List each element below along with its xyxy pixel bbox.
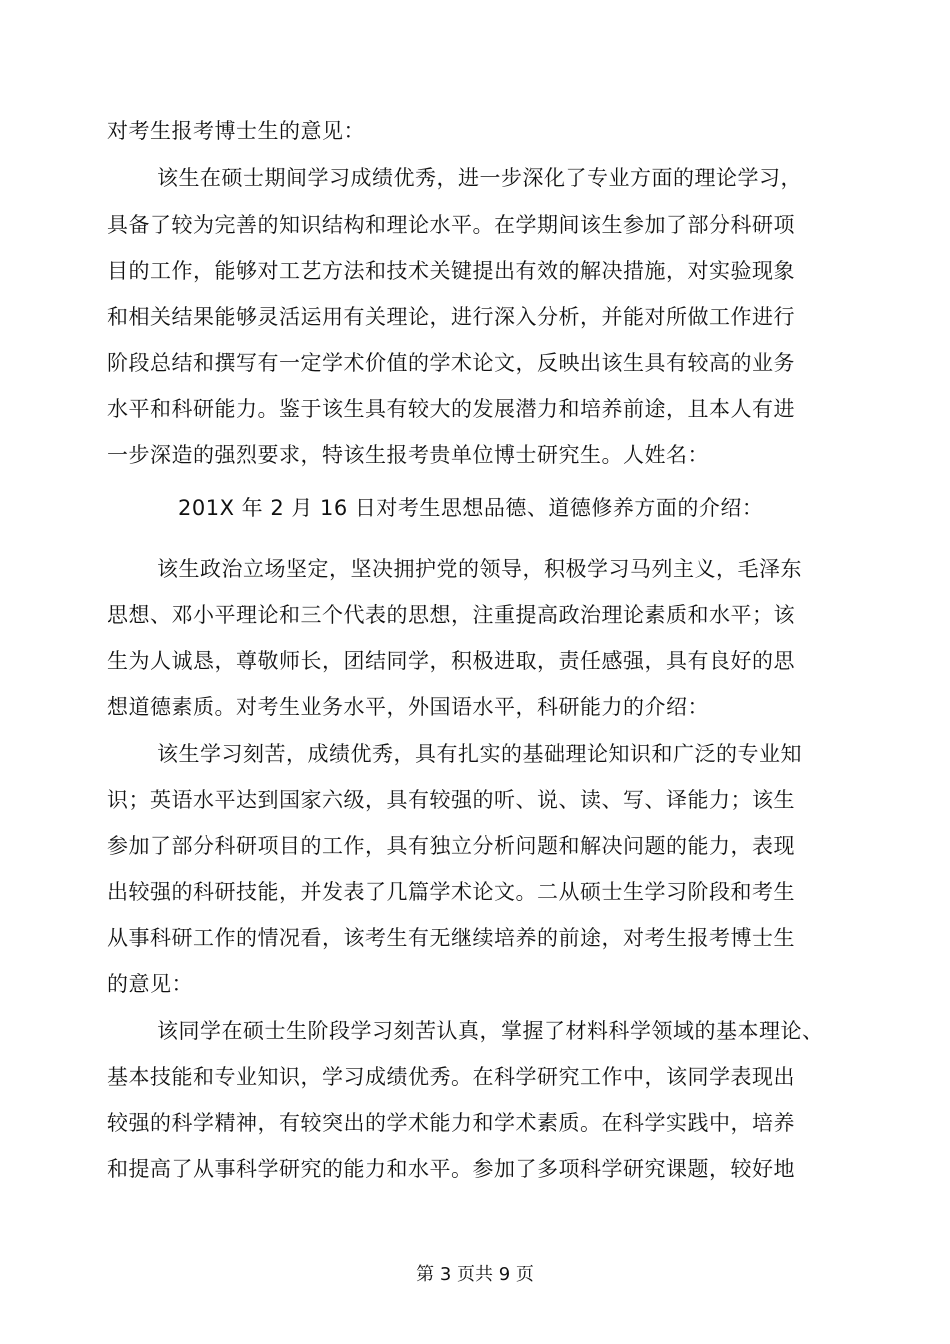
text-line: 和提高了从事科学研究的能力和水平。参加了多项科学研究课题，较好地	[107, 1157, 795, 1181]
text-line: 目的工作，能够对工艺方法和技术关键提出有效的解决措施，对实验现象	[107, 259, 795, 283]
text-line: 想道德素质。对考生业务水平，外国语水平，科研能力的介绍：	[107, 695, 709, 719]
text-line: 较强的科学精神，有较突出的学术能力和学术素质。在科学实践中，培养	[107, 1111, 795, 1135]
text-line: 和相关结果能够灵活运用有关理论，进行深入分析，并能对所做工作进行	[107, 305, 795, 329]
text-line: 一步深造的强烈要求，特该生报考贵单位博士研究生。人姓名：	[107, 443, 709, 467]
page-number: 第 3 页共 9 页	[416, 1264, 534, 1285]
text-line: 的意见：	[107, 972, 193, 996]
text-line: 从事科研工作的情况看，该考生有无继续培养的前途，对考生报考博士生	[107, 926, 795, 950]
text-line: 出较强的科研技能，并发表了几篇学术论文。二从硕士生学习阶段和考生	[107, 880, 795, 904]
text-line: 具备了较为完善的知识结构和理论水平。在学期间该生参加了部分科研项	[107, 213, 795, 237]
date-line: 201X 年 2 月 16 日对考生思想品德、道德修养方面的介绍：	[178, 496, 764, 520]
text-line: 对考生报考博士生的意见：	[107, 119, 365, 143]
text-line: 生为人诚恳，尊敬师长，团结同学，积极进取，责任感强，具有良好的思	[107, 649, 795, 673]
text-line: 识；英语水平达到国家六级，具有较强的听、说、读、写、译能力；该生	[107, 788, 795, 812]
text-line: 该生政治立场坚定，坚决拥护党的领导，积极学习马列主义，毛泽东	[157, 557, 802, 581]
text-line: 该生学习刻苦，成绩优秀，具有扎实的基础理论知识和广泛的专业知	[157, 742, 802, 766]
text-line: 水平和科研能力。鉴于该生具有较大的发展潜力和培养前途，且本人有进	[107, 397, 795, 421]
text-line: 阶段总结和撰写有一定学术价值的学术论文，反映出该生具有较高的业务	[107, 351, 795, 375]
text-line: 该同学在硕士生阶段学习刻苦认真，掌握了材料科学领域的基本理论、	[157, 1019, 824, 1043]
text-line: 思想、邓小平理论和三个代表的思想，注重提高政治理论素质和水平；该	[107, 603, 795, 627]
text-line: 参加了部分科研项目的工作，具有独立分析问题和解决问题的能力，表现	[107, 834, 795, 858]
text-line: 基本技能和专业知识，学习成绩优秀。在科学研究工作中，该同学表现出	[107, 1065, 795, 1089]
text-line: 该生在硕士期间学习成绩优秀，进一步深化了专业方面的理论学习，	[157, 166, 802, 190]
